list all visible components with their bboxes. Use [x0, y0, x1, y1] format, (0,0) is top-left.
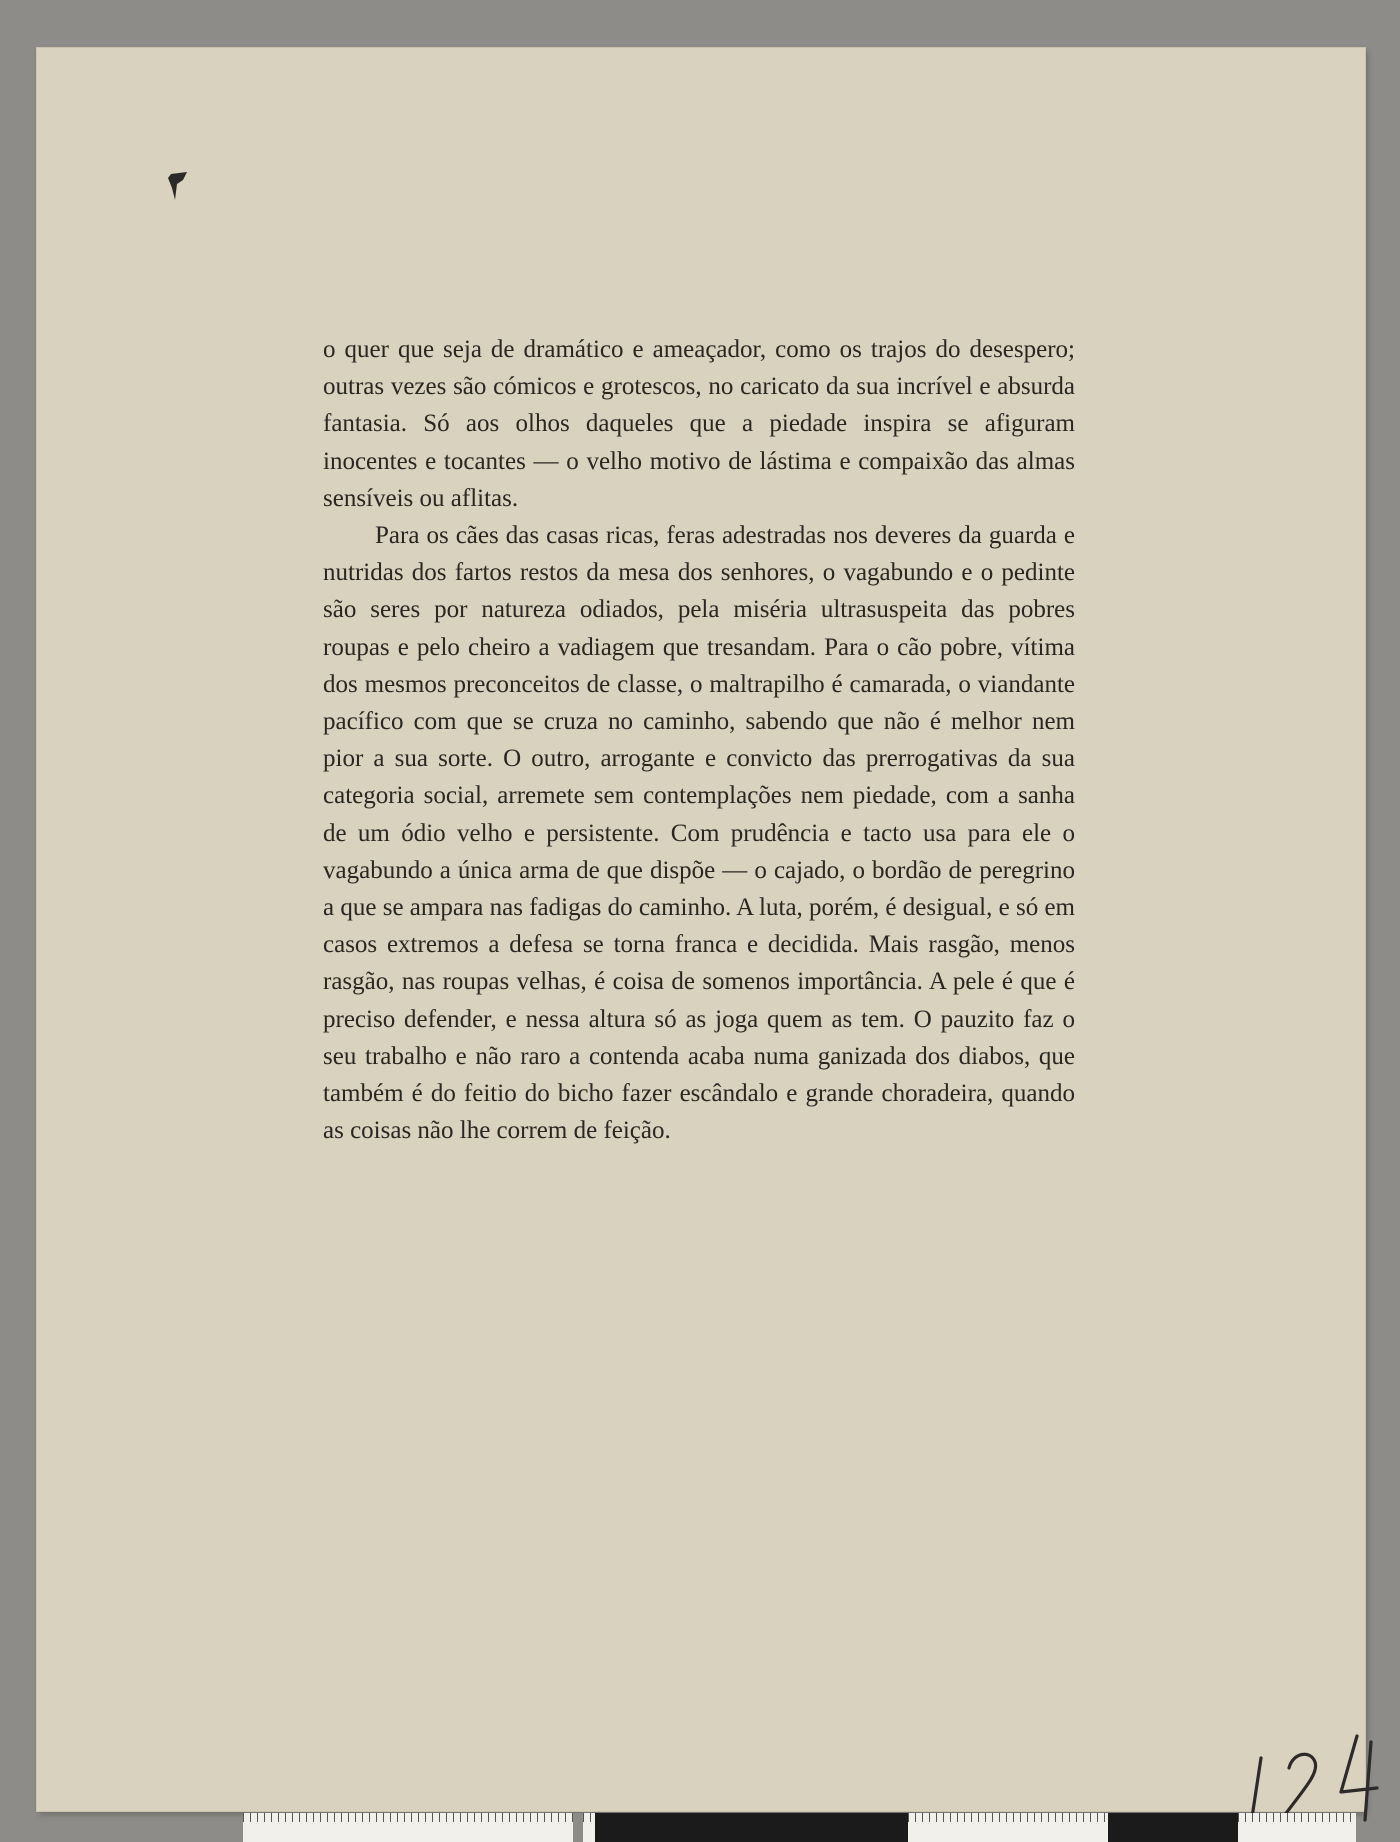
- body-text: [323, 331, 1075, 1149]
- document-page: [37, 48, 1365, 1811]
- paragraph-2: Para os cães das casas ricas, feras adestradas nos deveres da guarda e nutridas dos fartos restos da mesa dos senhores, o vagabundo e o pedinte são seres por natureza odiados, pela miséria ultrasuspeita das pobres roupas e pelo cheiro a vadiagem que tresandam. Para o cão pobre, vítima dos mesmos preconceitos de classe, o maltrapilho é camarada, o viandante pacífico com que se cruza no caminho, sabendo que não é melhor nem pior a sua sorte. O outro, arrogante e convicto das prerrogativas da sua categoria social, arremete sem contemplações nem piedade, com a sanha de um ódio velho e persistente. Com prudência e tacto usa para ele o vagabundo a única arma de que dispõe — o cajado, o bordão de peregrino a que se ampara nas fadigas do caminho. A luta, porém, é desigual, e só em casos extremos a defesa se torna franca e decidida. Mais rasgão, menos rasgão, nas roupas velhas, é coisa de somenos importância. A pele é que é preciso defender, e nessa altura só as joga quem as tem. O pauzito faz o seu trabalho e não raro a contenda acaba numa ganizada dos diabos, que também é do feitio do bicho fazer escândalo e grande choradeira, quando as coisas não lhe correm de feição.: [323, 522, 1075, 1145]
- scale-ruler: [243, 1813, 1356, 1842]
- paragraph-1: o quer que seja de dramático e ameaçador, como os trajos do desespero; outras vezes são cómicos e grotescos, no caricato da sua incrível e absurda fantasia. Só aos olhos daqueles que a piedade inspira se afiguram inocentes e tocantes — o velho motivo de lástima e compaixão das almas sensíveis ou aflitas.: [323, 336, 1075, 512]
- ruler-light-segment: [908, 1813, 1108, 1842]
- ruler-light-segment: [1238, 1813, 1356, 1842]
- ruler-dark-segment: [595, 1813, 908, 1842]
- page-tear-mark: [135, 166, 195, 226]
- ruler-dark-segment: [1108, 1813, 1238, 1842]
- ruler-gap: [573, 1813, 583, 1842]
- ruler-light-segment: [583, 1813, 595, 1842]
- ruler-light-segment: [243, 1813, 573, 1842]
